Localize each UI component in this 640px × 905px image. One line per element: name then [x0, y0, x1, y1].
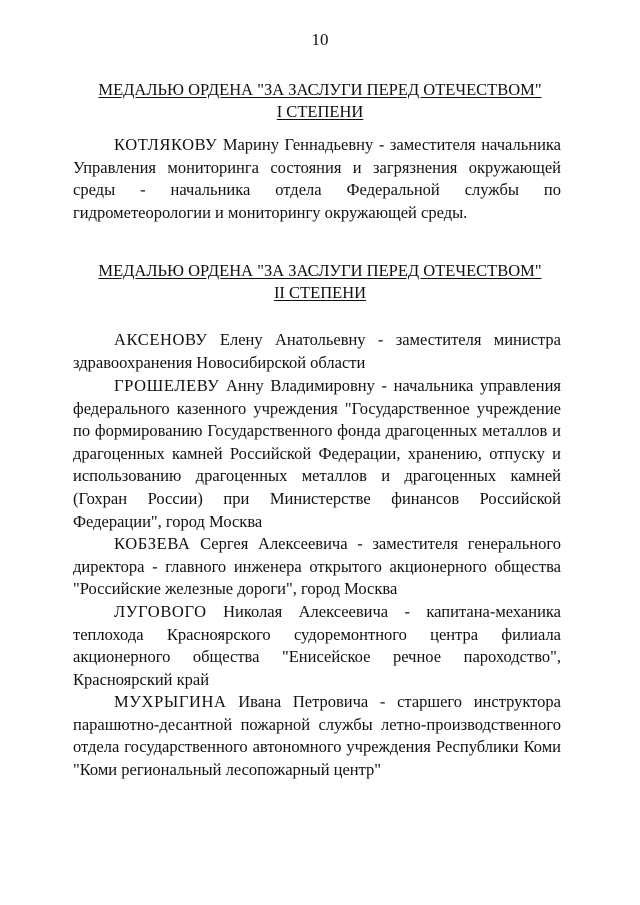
recipient-name: КОТЛЯКОВУ: [114, 135, 218, 154]
award-entry: [73, 691, 561, 781]
award-heading-degree-2: [60, 260, 580, 304]
recipient-description: Сергея Алексеевича - заместителя генерального директора - главного инженера открытого акционерного общества "Российские железные дороги", город Москва: [73, 534, 561, 599]
award-entry: [73, 134, 561, 224]
recipient-name: МУХРЫГИНА: [114, 692, 227, 711]
recipient-description: Николая Алексеевича - капитана-механика теплохода Красноярского судоремонтного центра филиала акционерного общества "Енисейское речное пароходство", Красноярский край: [73, 602, 561, 689]
recipient-name: КОБЗЕВА: [114, 534, 191, 553]
recipient-description: Анну Владимировну - начальника управления федерального казенного учреждения "Государственное учреждение по формированию Государственного фонда драгоценных металлов и драгоценных камней Российской Федерации, хранению, отпуску и использованию драгоценных металлов и драгоценных камней (Гохран России) при Министерстве финансов Российской Федерации", город Москва: [73, 376, 561, 531]
recipient-name: АКСЕНОВУ: [114, 330, 208, 349]
award-entry: [73, 601, 561, 691]
page-number: 10: [311, 30, 329, 49]
recipient-name: ГРОШЕЛЕВУ: [114, 376, 220, 395]
recipient-description: Ивана Петровича - старшего инструктора парашютно-десантной пожарной службы летно-производственного отдела государственного автономного учреждения Республики Коми "Коми региональный лесопожарный центр": [73, 692, 561, 779]
award-heading-title: МЕДАЛЬЮ ОРДЕНА "ЗА ЗАСЛУГИ ПЕРЕД ОТЕЧЕСТВОМ": [98, 80, 542, 99]
recipient-description: Марину Геннадьевну - заместителя начальника Управления мониторинга состояния и загрязнения окружающей среды - начальника отдела Федеральной службы по гидрометеорологии и мониторингу окружающей среды.: [73, 135, 561, 222]
award-heading-degree-1: [60, 79, 580, 123]
recipient-name: ЛУГОВОГО: [114, 602, 207, 621]
award-entry: [73, 533, 561, 601]
award-heading-degree: I СТЕПЕНИ: [276, 102, 364, 121]
award-entry: [73, 329, 561, 374]
recipient-description: Елену Анатольевну - заместителя министра здравоохранения Новосибирской области: [73, 330, 561, 372]
award-heading-title: МЕДАЛЬЮ ОРДЕНА "ЗА ЗАСЛУГИ ПЕРЕД ОТЕЧЕСТВОМ": [98, 261, 542, 280]
award-heading-degree: II СТЕПЕНИ: [273, 283, 367, 302]
award-entry: [73, 375, 561, 533]
